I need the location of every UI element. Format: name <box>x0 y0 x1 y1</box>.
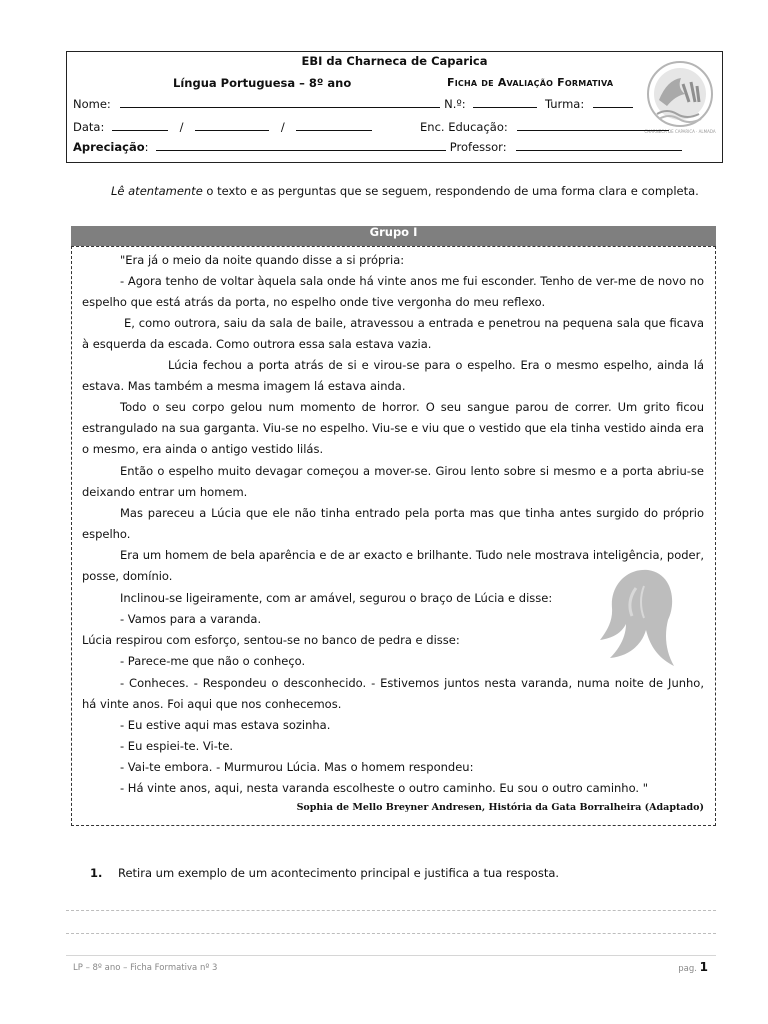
header-box <box>66 51 723 163</box>
answer-line[interactable] <box>66 933 716 934</box>
name-row <box>73 96 633 111</box>
dialogue-line: - Eu espiei-te. Vi-te. <box>120 739 234 753</box>
paragraph: Inclinou-se ligeiramente, com ar amável, segurou o braço de Lúcia e disse: <box>120 591 553 605</box>
paragraph: E, como outrora, saiu da sala de baile, atravessou a entrada e penetrou na pequena sala que ficava à esquerda da escada. Como outrora essa sala estava vazia. <box>82 316 704 351</box>
dialogue-line: - Vai-te embora. - Murmurou Lúcia. Mas o homem respondeu: <box>120 760 474 774</box>
paragraph: Todo o seu corpo gelou num momento de horror. O seu sangue parou de correr. Um grito ficou estrangulado na sua garganta. Viu-se no espelho. Viu-se e viu que o vestido que ela tinha vestido ainda era o mesmo, era ainda o antigo vestido lilás. <box>82 400 704 456</box>
school-name: EBI da Charneca de Caparica <box>301 54 488 68</box>
appraisal-colon: : <box>144 140 149 154</box>
paragraph: Era um homem de bela aparência e de ar exacto e brilhante. Tudo nele mostrava inteligência, poder, posse, domínio. <box>82 548 704 583</box>
group-title: Grupo I <box>71 226 716 246</box>
class-field[interactable] <box>593 96 633 108</box>
number-field[interactable] <box>473 96 537 108</box>
instructions <box>73 181 715 202</box>
text-source: Sophia de Mello Breyner Andresen, História da Gata Borralheira (Adaptado) <box>296 802 704 813</box>
number-label: N.º: <box>444 97 466 111</box>
date-row <box>73 119 669 134</box>
name-label: Nome: <box>73 97 111 111</box>
date-label: Data: <box>73 120 105 134</box>
answer-line[interactable] <box>66 910 716 911</box>
page-label: pag. <box>678 964 697 974</box>
instructions-emphasis: Lê atentamente <box>111 184 203 198</box>
appraisal-row <box>73 139 682 154</box>
guardian-field[interactable] <box>517 119 669 131</box>
paragraph: - Agora tenho de voltar àquela sala onde há vinte anos me fui esconder. Tenho de ver-me de novo no espelho que está atrás da porta, no espelho onde tive vergonha do meu reflexo. <box>82 274 704 309</box>
question-1 <box>90 866 559 880</box>
date-separator: / <box>280 120 285 134</box>
name-field[interactable] <box>120 96 440 108</box>
appraisal-field[interactable] <box>156 139 446 151</box>
page-number-value: 1 <box>699 960 708 974</box>
sheet-title: Ficha de Avaliação Formativa <box>447 76 614 89</box>
footer-left-text: LP – 8º ano – Ficha Formativa nº 3 <box>73 963 218 973</box>
dialogue-line: - Vamos para a varanda. <box>120 612 262 626</box>
dialogue-line: - Conheces. - Respondeu o desconhecido. - Estivemos juntos nesta varanda, numa noite de Junho, há vinte anos. Foi aqui que nos conhecemos. <box>82 676 704 711</box>
logo-caption: CHARNECA DE CAPARICA · ALMADA <box>644 129 716 134</box>
dialogue-line: - Eu estive aqui mas estava sozinha. <box>120 718 331 732</box>
dialogue-line: - Há vinte anos, aqui, nesta varanda escolheste o outro caminho. Eu sou o outro caminho. " <box>120 781 649 795</box>
date-month-field[interactable] <box>195 119 269 131</box>
teacher-label: Professor: <box>449 140 507 154</box>
question-text: Retira um exemplo de um acontecimento principal e justifica a tua resposta. <box>118 866 560 880</box>
appraisal-label: Apreciação <box>73 140 145 154</box>
instructions-text: o texto e as perguntas que se seguem, respondendo de uma forma clara e completa. <box>202 184 699 198</box>
class-label: Turma: <box>544 97 585 111</box>
date-separator: / <box>179 120 184 134</box>
paragraph: Então o espelho muito devagar começou a mover-se. Girou lento sobre si mesmo e a porta abriu-se deixando entrar um homem. <box>82 464 704 499</box>
paragraph: "Era já o meio da noite quando disse a si própria: <box>120 253 405 267</box>
page-number <box>678 960 708 974</box>
subject-title: Língua Portuguesa – 8º ano <box>173 76 352 90</box>
teacher-field[interactable] <box>516 139 682 151</box>
dialogue-line: - Parece-me que não o conheço. <box>120 654 306 668</box>
paragraph: Mas pareceu a Lúcia que ele não tinha entrado pela porta mas que tinha antes surgido do próprio espelho. <box>82 506 704 541</box>
date-day-field[interactable] <box>112 119 168 131</box>
question-number: 1. <box>90 866 103 880</box>
paragraph: Lúcia fechou a porta atrás de si e virou-se para o espelho. Era o mesmo espelho, ainda lá estava. Mas também a mesma imagem lá estava ainda. <box>82 358 704 393</box>
date-year-field[interactable] <box>296 119 372 131</box>
footer-divider <box>66 955 716 956</box>
guardian-label: Enc. Educação: <box>420 120 508 134</box>
paragraph: Lúcia respirou com esforço, sentou-se no banco de pedra e disse: <box>82 633 460 647</box>
